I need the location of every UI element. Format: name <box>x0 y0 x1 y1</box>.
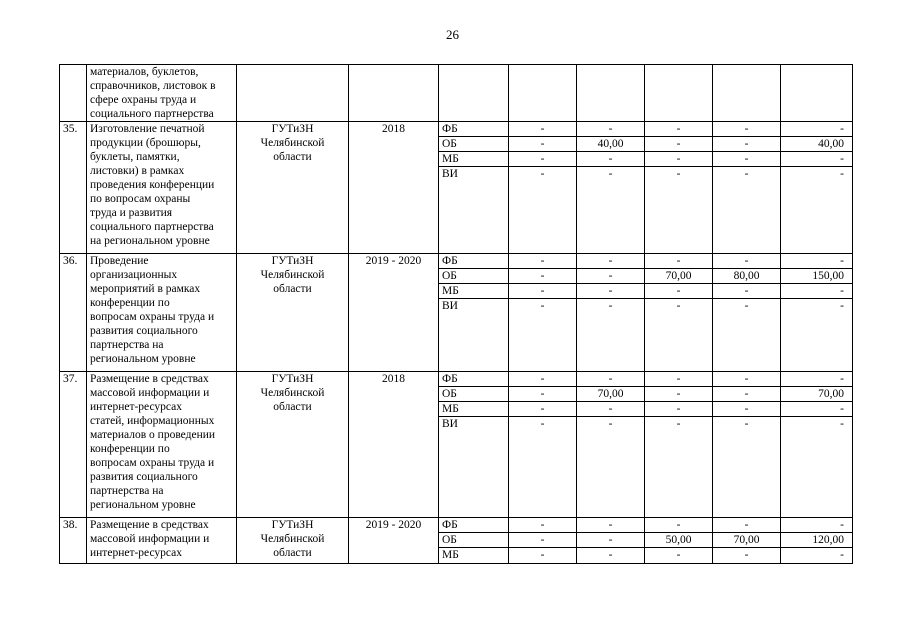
amount-cell: - <box>577 254 645 269</box>
funding-source: МБ <box>439 152 509 167</box>
description-line: Размещение в средствах <box>90 373 209 385</box>
amount-cell: - <box>509 372 577 387</box>
empty-cell <box>713 65 781 122</box>
executor-line: области <box>273 401 312 413</box>
row-number: 38. <box>60 518 87 564</box>
funding-source: ФБ <box>439 122 509 137</box>
executor-line: Челябинской <box>260 137 325 149</box>
funding-source: ВИ <box>439 167 509 254</box>
description-line: социального партнерства <box>90 221 214 233</box>
empty-cell <box>577 65 645 122</box>
amount-cell: - <box>645 387 713 402</box>
implementation-year: 2018 <box>349 372 439 518</box>
amount-cell: - <box>713 152 781 167</box>
amount-cell: - <box>577 548 645 564</box>
description-line: конференции по <box>90 443 170 455</box>
description-line: организационных <box>90 269 178 281</box>
amount-cell: - <box>713 402 781 417</box>
amount-cell: - <box>781 254 853 269</box>
description-line: мероприятий в рамках <box>90 283 201 295</box>
activities-table <box>59 64 853 564</box>
funding-source: ОБ <box>439 137 509 152</box>
funding-source: ВИ <box>439 299 509 372</box>
amount-cell: - <box>509 167 577 254</box>
amount-cell: - <box>713 299 781 372</box>
amount-cell: 50,00 <box>645 533 713 548</box>
description-line: социального партнерства <box>90 108 214 120</box>
description-line: буклеты, памятки, <box>90 151 180 163</box>
amount-cell: 40,00 <box>577 137 645 152</box>
implementation-year: 2019 - 2020 <box>349 254 439 372</box>
executor-line: Челябинской <box>260 387 325 399</box>
amount-cell: - <box>713 122 781 137</box>
funding-source: ОБ <box>439 387 509 402</box>
amount-cell: 120,00 <box>781 533 853 548</box>
description-line: массовой информации и <box>90 387 210 399</box>
amount-cell: - <box>509 284 577 299</box>
amount-cell: - <box>713 137 781 152</box>
amount-cell: - <box>645 518 713 533</box>
empty-cell <box>349 65 439 122</box>
amount-cell: 70,00 <box>577 387 645 402</box>
amount-cell: - <box>577 152 645 167</box>
row-number: 36. <box>60 254 87 372</box>
executor-line: ГУТиЗН <box>271 519 314 531</box>
implementation-year: 2018 <box>349 122 439 254</box>
description-line: развития социального <box>90 325 198 337</box>
executor <box>237 122 349 254</box>
description-line: сфере охраны труда и <box>90 94 197 106</box>
description-line: справочников, листовок в <box>90 80 216 92</box>
amount-cell: - <box>781 152 853 167</box>
amount-cell: - <box>645 299 713 372</box>
amount-cell: - <box>713 387 781 402</box>
amount-cell: - <box>509 299 577 372</box>
amount-cell: - <box>781 284 853 299</box>
amount-cell: - <box>577 417 645 518</box>
amount-cell: - <box>713 254 781 269</box>
amount-cell: - <box>713 417 781 518</box>
amount-cell: - <box>713 167 781 254</box>
executor-line: ГУТиЗН <box>271 123 314 135</box>
amount-cell: - <box>577 284 645 299</box>
description-line: Изготовление печатной <box>90 123 205 135</box>
executor-line: ГУТиЗН <box>271 255 314 267</box>
amount-cell: - <box>577 167 645 254</box>
amount-cell: - <box>577 269 645 284</box>
row-number: 35. <box>60 122 87 254</box>
amount-cell: - <box>645 372 713 387</box>
table-row <box>60 372 853 387</box>
row-number: 37. <box>60 372 87 518</box>
amount-cell: - <box>509 533 577 548</box>
description-line: статей, информационных <box>90 415 215 427</box>
activity-description <box>87 372 237 518</box>
amount-cell: 70,00 <box>645 269 713 284</box>
funding-source: ОБ <box>439 269 509 284</box>
funding-source: ФБ <box>439 372 509 387</box>
funding-source: МБ <box>439 402 509 417</box>
table-row <box>60 122 853 137</box>
amount-cell: - <box>781 402 853 417</box>
description-line: Проведение <box>90 255 149 267</box>
empty-cell <box>439 65 509 122</box>
amount-cell: - <box>509 152 577 167</box>
executor <box>237 518 349 564</box>
description-line: Размещение в средствах <box>90 519 209 531</box>
executor <box>237 372 349 518</box>
amount-cell: - <box>645 152 713 167</box>
empty-cell <box>509 65 577 122</box>
funding-source: МБ <box>439 548 509 564</box>
amount-cell: - <box>509 417 577 518</box>
amount-cell: - <box>577 299 645 372</box>
description-line: региональном уровне <box>90 499 196 511</box>
carry-over-row <box>60 65 853 122</box>
amount-cell: - <box>713 284 781 299</box>
amount-cell: - <box>781 417 853 518</box>
amount-cell: - <box>577 533 645 548</box>
table-row <box>60 518 853 533</box>
amount-cell: - <box>509 402 577 417</box>
table-row <box>60 254 853 269</box>
row-number <box>60 65 87 122</box>
amount-cell: - <box>509 548 577 564</box>
amount-cell: - <box>509 137 577 152</box>
amount-cell: - <box>645 254 713 269</box>
executor-line: ГУТиЗН <box>271 373 314 385</box>
amount-cell: 70,00 <box>781 387 853 402</box>
activity-description <box>87 65 237 122</box>
amount-cell: - <box>509 518 577 533</box>
amount-cell: - <box>509 122 577 137</box>
implementation-year: 2019 - 2020 <box>349 518 439 564</box>
executor-line: Челябинской <box>260 269 325 281</box>
executor-line: Челябинской <box>260 533 325 545</box>
description-line: вопросам охраны труда и <box>90 457 215 469</box>
empty-cell <box>781 65 853 122</box>
description-line: партнерства на <box>90 485 164 497</box>
amount-cell: - <box>577 372 645 387</box>
amount-cell: - <box>781 167 853 254</box>
amount-cell: - <box>713 372 781 387</box>
amount-cell: 150,00 <box>781 269 853 284</box>
amount-cell: - <box>781 518 853 533</box>
amount-cell: - <box>645 402 713 417</box>
amount-cell: - <box>713 518 781 533</box>
description-line: на региональном уровне <box>90 235 210 247</box>
description-line: по вопросам охраны <box>90 193 191 205</box>
amount-cell: 80,00 <box>713 269 781 284</box>
amount-cell: - <box>509 254 577 269</box>
description-line: массовой информации и <box>90 533 210 545</box>
executor-line: области <box>273 151 312 163</box>
description-line: проведения конференции <box>90 179 215 191</box>
funding-source: МБ <box>439 284 509 299</box>
amount-cell: - <box>577 402 645 417</box>
amount-cell: - <box>645 137 713 152</box>
description-line: труда и развития <box>90 207 173 219</box>
activity-description <box>87 254 237 372</box>
executor-line: области <box>273 547 312 559</box>
amount-cell: - <box>577 518 645 533</box>
amount-cell: - <box>781 122 853 137</box>
description-line: интернет-ресурсах <box>90 547 182 559</box>
description-line: партнерства на <box>90 339 164 351</box>
amount-cell: - <box>509 387 577 402</box>
executor <box>237 254 349 372</box>
description-line: материалов о проведении <box>90 429 216 441</box>
description-line: продукции (брошюры, <box>90 137 201 149</box>
description-line: вопросам охраны труда и <box>90 311 215 323</box>
amount-cell: - <box>645 417 713 518</box>
amount-cell: - <box>781 548 853 564</box>
empty-cell <box>645 65 713 122</box>
empty-cell <box>237 65 349 122</box>
funding-source: ОБ <box>439 533 509 548</box>
amount-cell: 40,00 <box>781 137 853 152</box>
activity-description <box>87 518 237 564</box>
description-line: развития социального <box>90 471 198 483</box>
activity-description <box>87 122 237 254</box>
funding-source: ВИ <box>439 417 509 518</box>
amount-cell: - <box>645 167 713 254</box>
description-line: конференции по <box>90 297 170 309</box>
amount-cell: - <box>509 269 577 284</box>
amount-cell: - <box>781 372 853 387</box>
amount-cell: - <box>713 548 781 564</box>
description-line: региональном уровне <box>90 353 196 365</box>
amount-cell: - <box>577 122 645 137</box>
funding-source: ФБ <box>439 518 509 533</box>
executor-line: области <box>273 283 312 295</box>
amount-cell: - <box>645 122 713 137</box>
description-line: материалов, буклетов, <box>90 66 199 78</box>
funding-source: ФБ <box>439 254 509 269</box>
amount-cell: 70,00 <box>713 533 781 548</box>
description-line: интернет-ресурсах <box>90 401 182 413</box>
amount-cell: - <box>645 548 713 564</box>
amount-cell: - <box>645 284 713 299</box>
description-line: листовки) в рамках <box>90 165 185 177</box>
page-number: 26 <box>446 27 459 42</box>
amount-cell: - <box>781 299 853 372</box>
